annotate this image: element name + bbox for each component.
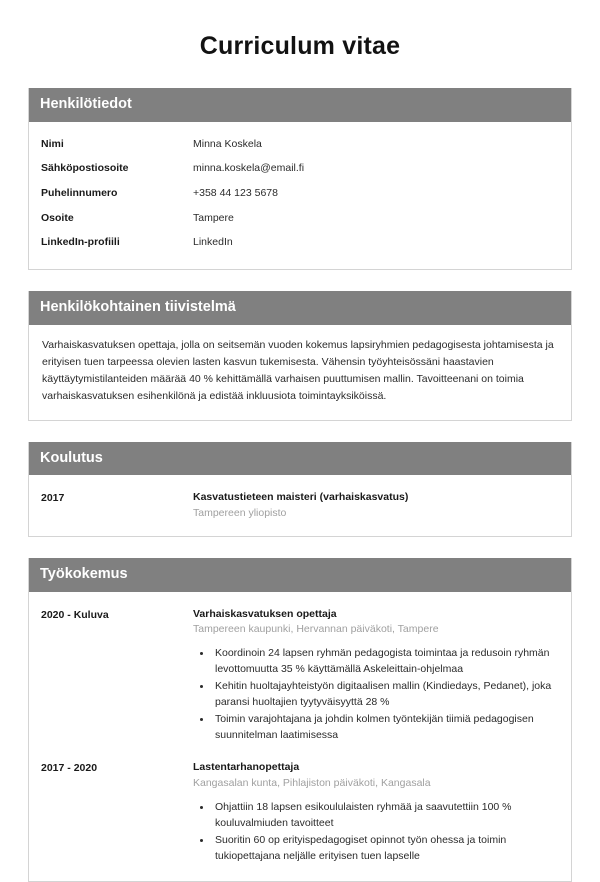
entry-subtitle: Kangasalan kunta, Pihlajiston päiväkoti, Kangasala — [193, 776, 431, 789]
detail-value: LinkedIn — [193, 236, 233, 249]
table-row — [41, 182, 559, 207]
section-body-work-experience — [29, 592, 571, 881]
entry-title: Lastentarhanopettaja — [193, 761, 300, 774]
section-body-education — [29, 475, 571, 536]
table-row — [41, 231, 559, 256]
detail-value: +358 44 123 5678 — [193, 186, 278, 199]
entry-bullet-list — [193, 646, 559, 744]
entry-date: 2017 - 2020 — [41, 762, 98, 775]
section-card-education — [28, 442, 572, 537]
list-item: • Suoritin 60 op erityispedagogiset opinnot työn ohessa ja toimin tukiopettajana neljälle erityisen tuen lapselle — [212, 833, 559, 865]
table-row — [41, 133, 559, 158]
table-row — [41, 157, 559, 182]
detail-label: Sähköpostiosoite — [41, 162, 129, 175]
entry-subtitle: Tampereen yliopisto — [193, 506, 287, 519]
entry-title: Varhaiskasvatuksen opettaja — [193, 607, 337, 620]
section-card-work-experience — [28, 558, 572, 882]
detail-value: Tampere — [193, 211, 234, 224]
page-title: Curriculum vitae — [199, 32, 401, 60]
detail-label: Nimi — [41, 137, 64, 150]
section-header-work-experience: Työkokemus — [29, 558, 571, 592]
section-header-personal-summary: Henkilökohtainen tiivistelmä — [29, 291, 571, 325]
section-header-education: Koulutus — [29, 442, 571, 476]
entry-content — [193, 607, 559, 745]
section-body-personal-details — [29, 122, 571, 269]
section-card-personal-summary — [28, 291, 572, 421]
entry-content — [193, 490, 559, 521]
entry-item — [41, 747, 559, 868]
detail-label: Puhelinnumero — [41, 186, 118, 199]
list-item: • Koordinoin 24 lapsen ryhmän pedagogista toimintaa ja redusoin ryhmän levottomuutta 35 % käyttämällä Askeleittain-ohjelmaa — [212, 646, 559, 678]
sections-container — [0, 88, 600, 882]
entry-content — [193, 760, 559, 866]
summary-paragraph: Varhaiskasvatuksen opettaja, jolla on seitsemän vuoden kokemus lapsiryhmien pedagogisesta johtamisesta ja erityisen tuen tarpeessa olevien lasten kasvun tukemisesta. Vähensin työyhteisössäni haastavien käyttäytymistilanteiden määrää 40 % kehittämällä varhaisen puuttumisen mallin. Tavoitteenani on toimia varhaiskasvatuksen esihenkilönä ja edistää inkluusiota toimintayksiköissä. — [42, 338, 554, 402]
entry-item — [41, 486, 559, 523]
personal-details-table — [41, 133, 559, 256]
entry-item — [41, 603, 559, 747]
table-row — [41, 207, 559, 232]
list-item: • Toimin varajohtajana ja johdin kolmen työntekijän tiimiä pedagogisen suunnitelman laatimisessa — [212, 712, 559, 744]
entry-date: 2020 - Kuluva — [41, 608, 109, 621]
section-header-personal-details: Henkilötiedot — [29, 88, 571, 122]
entry-bullet-list — [193, 800, 559, 865]
detail-value: Minna Koskela — [193, 137, 262, 150]
detail-value: minna.koskela@email.fi — [193, 162, 305, 175]
detail-label: Osoite — [41, 211, 74, 224]
entry-subtitle: Tampereen kaupunki, Hervannan päiväkoti, Tampere — [193, 623, 439, 636]
detail-label: LinkedIn-profiili — [41, 236, 120, 249]
entry-date: 2017 — [41, 492, 65, 505]
section-card-personal-details — [28, 88, 572, 270]
entry-title: Kasvatustieteen maisteri (varhaiskasvatus) — [193, 491, 409, 504]
section-body-personal-summary — [29, 325, 571, 420]
list-item: • Kehitin huoltajayhteistyön digitaalisen mallin (Kindiedays, Pedanet), joka paransi huoltajien tyytyväisyyttä 28 % — [212, 679, 559, 711]
list-item: • Ohjattiin 18 lapsen esikoululaisten ryhmää ja saavutettiin 100 % kouluvalmiuden tavoitteet — [212, 800, 559, 832]
